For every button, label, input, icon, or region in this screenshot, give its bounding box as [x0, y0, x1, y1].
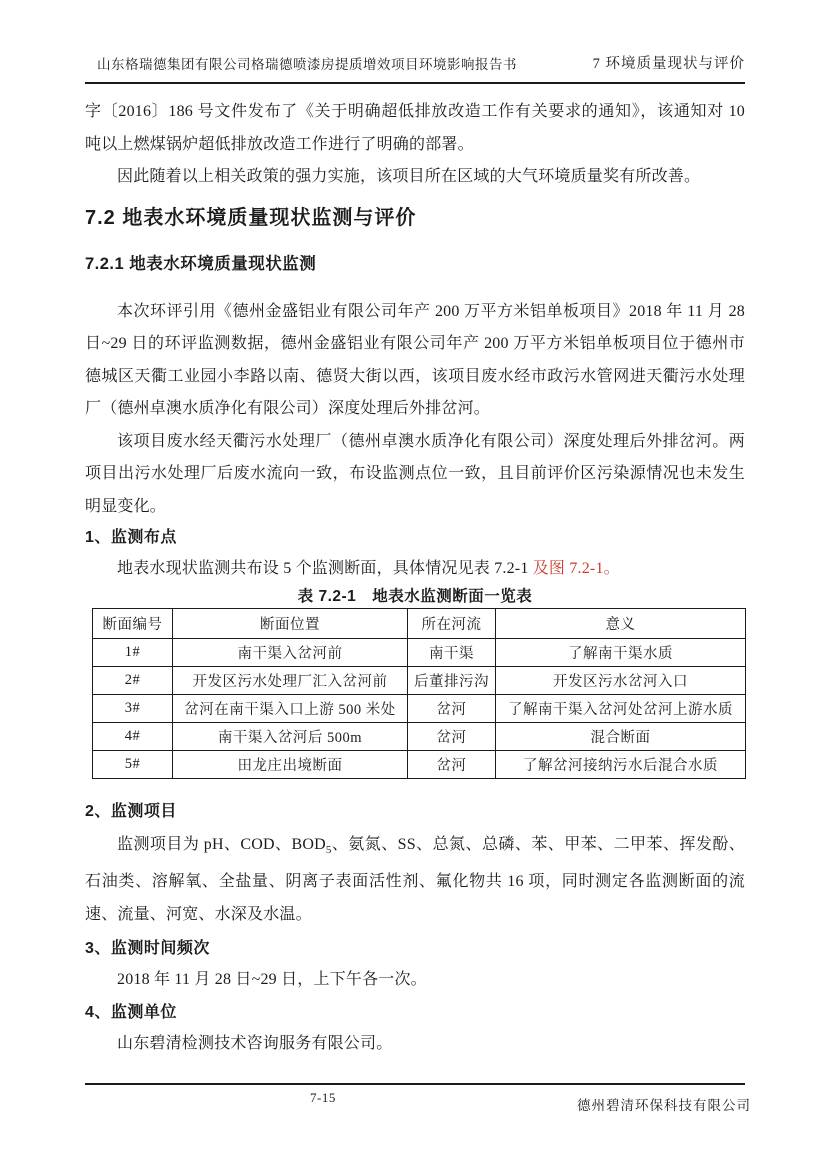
footer-company-name: 德州碧清环保科技有限公司: [577, 1098, 751, 1113]
table-cell: 岔河: [408, 750, 496, 778]
table-cell: 岔河: [408, 722, 496, 750]
monitoring-items-pre: 监测项目为 pH、COD、BOD: [117, 835, 326, 853]
paragraph-intro-1: 本次环评引用《德州金盛铝业有限公司年产 200 万平方米铝单板项目》2018 年 11 月 28 日~29 日的环评监测数据，德州金盛铝业有限公司年产 200 万平方米铝单板项目位于德州市德城区天衢工业园小李路以南、德贤大街以西，该项目废水经市政污水管网进天衢污水处理厂（德州卓澳水质净化有限公司）深度处理后外排岔河。: [85, 302, 745, 417]
table-cell: 混合断面: [496, 722, 746, 750]
monitoring-items-post: 、氨氮、SS、总氮、总磷、苯、甲苯、二甲苯、挥发酚、石油类、溶解氧、全盐量、阴离子表面活性剂、氟化物共 16 项，同时测定各监测断面的流速、流量、河宽、水深及水温。: [85, 835, 745, 923]
column-header-river: 所在河流: [408, 608, 496, 638]
table-cell: 了解南干渠水质: [496, 638, 746, 666]
column-header-section-location: 断面位置: [173, 608, 408, 638]
column-header-significance: 意义: [496, 608, 746, 638]
item-heading-monitoring-items: 2、监测项目: [85, 802, 177, 820]
table-cell: 了解岔河接纳污水后混合水质: [496, 750, 746, 778]
table-caption: 表 7.2-1 地表水监测断面一览表: [297, 587, 533, 605]
table-cell: 岔河: [408, 694, 496, 722]
document-body: [85, 96, 745, 1060]
header-chapter-title: 7 环境质量现状与评价: [592, 56, 745, 72]
paragraph-policy: 因此随着以上相关政策的强力实施，该项目所在区域的大气环境质量奖有所改善。: [117, 168, 701, 185]
table-cell: 4#: [93, 722, 173, 750]
table-row: [93, 694, 746, 722]
table-cell: 开发区污水岔河入口: [496, 666, 746, 694]
subsection-heading-7-2-1: 7.2.1 地表水环境质量现状监测: [85, 254, 317, 273]
table-head: [93, 608, 746, 638]
header-report-title: 山东格瑞德集团有限公司格瑞德喷漆房提质增效项目环境影响报告书: [97, 57, 517, 72]
table-cell: 3#: [93, 694, 173, 722]
table-cell: 1#: [93, 638, 173, 666]
page-header-row: [85, 52, 745, 73]
table-row: [93, 750, 746, 778]
table-row: [93, 638, 746, 666]
table-cell: 岔河在南干渠入口上游 500 米处: [173, 694, 408, 722]
table-cell: 5#: [93, 750, 173, 778]
table-header-row: [93, 608, 746, 638]
page-footer: [85, 1083, 751, 1115]
bod-subscript: 5: [325, 843, 332, 856]
paragraph-monitoring-unit: 山东碧清检测技术咨询服务有限公司。: [117, 1034, 393, 1052]
paragraph-monitoring-time: 2018 年 11 月 28 日~29 日，上下午各一次。: [117, 971, 427, 989]
section-heading-7-2: 7.2 地表水环境质量现状监测与评价: [85, 206, 417, 229]
table-cell: 南干渠入岔河后 500m: [173, 722, 408, 750]
paragraph-monitoring-points: [85, 553, 745, 586]
paragraph-monitoring-items: [85, 829, 745, 932]
monitoring-points-text: 地表水现状监测共布设 5 个监测断面，具体情况见表 7.2-1: [117, 560, 533, 577]
item-heading-monitoring-time: 3、监测时间频次: [85, 940, 210, 958]
page-number: 7-15: [310, 1090, 336, 1105]
table-body: [93, 638, 746, 778]
table-row: [93, 666, 746, 694]
monitoring-sections-table: [92, 608, 746, 779]
item-heading-monitoring-points: 1、监测布点: [85, 529, 177, 546]
table-cell: 后董排污沟: [408, 666, 496, 694]
table-cell: 了解南干渠入岔河处岔河上游水质: [496, 694, 746, 722]
paragraph-intro-2: 该项目废水经天衢污水处理厂（德州卓澳水质净化有限公司）深度处理后外排岔河。两项目出污水处理厂后废水流向一致，布设监测点位一致，且目前评价区污染源情况也未发生明显变化。: [85, 432, 745, 515]
table-cell: 田龙庄出境断面: [173, 750, 408, 778]
table-row: [93, 722, 746, 750]
table-cell: 南干渠: [408, 638, 496, 666]
table-cell: 南干渠入岔河前: [173, 638, 408, 666]
item-heading-monitoring-unit: 4、监测单位: [85, 1003, 177, 1021]
table-cell: 开发区污水处理厂汇入岔河前: [173, 666, 408, 694]
paragraph-carryover: 字〔2016〕186 号文件发布了《关于明确超低排放改造工作有关要求的通知》，该通知对 10 吨以上燃煤锅炉超低排放改造工作进行了明确的部署。: [85, 103, 745, 153]
page-header: [85, 52, 745, 84]
table-cell: 2#: [93, 666, 173, 694]
figure-reference-red: 及图 7.2-1。: [532, 560, 620, 577]
column-header-section-id: 断面编号: [93, 608, 173, 638]
